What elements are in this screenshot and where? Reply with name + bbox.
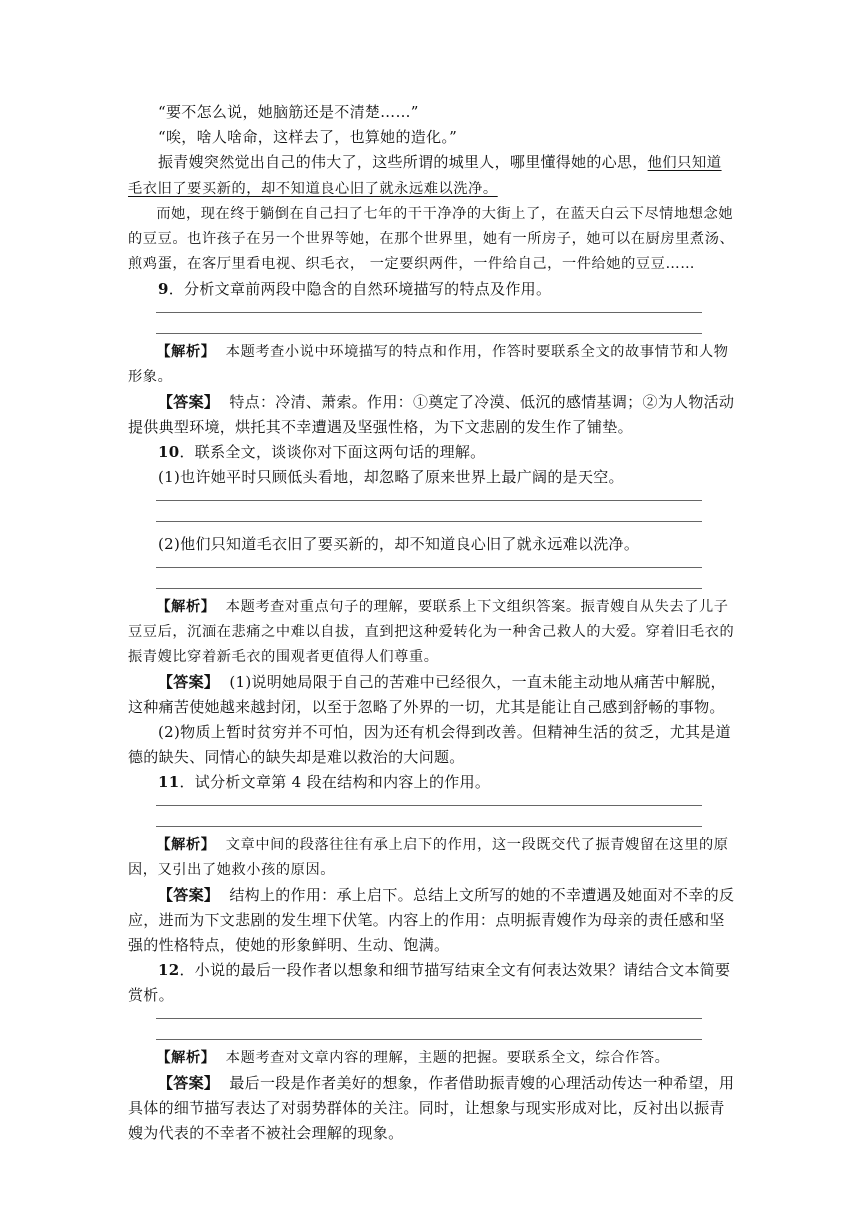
- answer-label: 【答案】: [158, 393, 220, 411]
- question-number: 11: [158, 773, 180, 791]
- analysis-text: 本题考查对重点句子的理解，要联系上下文组织答案。振青嫂自从失去了儿子豆豆后，沉湎在悲痛之中难以自拔，直到把这种爱转化为一种舍己救人的大爱。穿着旧毛衣的振青嫂比穿着新毛衣的围观者更值得人们尊重。: [128, 599, 735, 665]
- answer-line: [156, 567, 702, 568]
- question-9: [128, 277, 736, 302]
- sub-question-2: (2)他们只知道毛衣旧了要买新的，却不知道良心旧了就永远难以洗净。: [158, 535, 640, 553]
- answer-paragraph: [128, 883, 736, 958]
- analysis-label: 【解析】: [156, 344, 216, 360]
- answer-line: [156, 521, 702, 522]
- answer-text: 最后一段是作者美好的想象，作者借助振青嫂的心理活动传达一种希望，用具体的细节描写表达了对弱势群体的关注。同时，让想象与现实形成对比，反衬出以振青嫂为代表的不幸者不被社会理解的现象。: [128, 1074, 735, 1142]
- passage-paragraph: 而她，现在终于躺倒在自己扫了七年的干干净净的大街上了，在蓝天白云下尽情地想念她的豆豆。也许孩子在另一个世界等她，在那个世界里，她有一所房子，她可以在厨房里煮汤、煎鸡蛋，在客厅里看电视、织毛衣， 一定要织两件，一件给自己，一件给她的豆豆……: [128, 206, 735, 272]
- analysis-text: 文章中间的段落往往有承上启下的作用，这一段既交代了振青嫂留在这里的原因，又引出了她救小孩的原因。: [128, 837, 729, 878]
- analysis-text: 本题考查小说中环境描写的特点和作用，作答时要联系全文的故事情节和人物形象。: [128, 344, 729, 385]
- answer-label: 【答案】: [158, 886, 220, 904]
- answer-text: (1)说明她局限于自己的苦难中已经很久，一直未能主动地从痛苦中解脱，这种痛苦使她越来越封闭，以至于忽略了外界的一切，尤其是能让自己感到舒畅的事物。: [128, 673, 726, 716]
- question-number: 10: [158, 443, 180, 461]
- question-text: ．分析文章前两段中隐含的自然环境描写的特点及作用。: [168, 280, 552, 298]
- answer-label: 【答案】: [158, 1074, 220, 1092]
- answer-line: [156, 500, 702, 501]
- passage-paragraph: “要不怎么说，她脑筋还是不清楚……”: [158, 103, 419, 121]
- answer-paragraph: [128, 670, 736, 720]
- analysis-label: 【解析】: [156, 599, 216, 615]
- question-text: ．小说的最后一段作者以想象和细节描写结束全文有何表达效果？请结合文本简要赏析。: [128, 961, 731, 1004]
- answer-line: [156, 312, 702, 313]
- answer-line: [156, 1018, 702, 1019]
- passage-text: 振青嫂突然觉出自己的伟大了，这些所谓的城里人，哪里懂得她的心思，: [158, 153, 648, 171]
- analysis-paragraph: [128, 1046, 736, 1071]
- answer-line: [156, 1039, 702, 1040]
- analysis-label: 【解析】: [156, 1050, 216, 1066]
- question-text: ．试分析文章第 4 段在结构和内容上的作用。: [179, 773, 491, 791]
- underlined-sentence: 他们只知道毛衣旧了要买新的，却不知道良心旧了就永远难以洗净。: [128, 155, 722, 197]
- answer-label: 【答案】: [158, 673, 220, 691]
- analysis-text: 本题考查对文章内容的理解，主题的把握。要联系全文，综合作答。: [225, 1050, 670, 1066]
- answer-lines: [128, 302, 736, 340]
- analysis-paragraph: [128, 340, 736, 390]
- answer-line: [156, 805, 702, 806]
- question-11: [128, 770, 736, 795]
- answer-paragraph: [128, 1071, 736, 1146]
- analysis-paragraph: [128, 833, 736, 883]
- question-12: [128, 958, 736, 1008]
- analysis-paragraph: [128, 595, 736, 670]
- answer-lines: [128, 557, 736, 595]
- answer-lines: [128, 1008, 736, 1046]
- answer-lines: [128, 490, 736, 528]
- answer-paragraph: (2)物质上暂时贫穷并不可怕，因为还有机会得到改善。但精神生活的贫乏，尤其是道德的缺失、同情心的缺失却是难以救治的大问题。: [128, 723, 731, 766]
- document-page: [128, 100, 736, 1146]
- answer-paragraph: [128, 390, 736, 440]
- answer-line: [156, 588, 702, 589]
- question-number: 9: [158, 280, 169, 298]
- sub-question-1: (1)也许她平时只顾低头看地，却忽略了原来世界上最广阔的是天空。: [158, 468, 624, 486]
- answer-lines: [128, 795, 736, 833]
- analysis-label: 【解析】: [156, 837, 216, 853]
- passage-paragraph: “唉，啥人啥命，这样去了，也算她的造化。”: [158, 128, 458, 146]
- question-10: [128, 440, 736, 465]
- answer-line: [156, 826, 702, 827]
- question-number: 12: [158, 961, 180, 979]
- answer-line: [156, 333, 702, 334]
- answer-text: 结构上的作用：承上启下。总结上文所写的她的不幸遭遇及她面对不幸的反应，进而为下文悲剧的发生埋下伏笔。内容上的作用：点明振青嫂作为母亲的责任感和坚强的性格特点，使她的形象鲜明、生动、饱满。: [128, 886, 735, 954]
- answer-text: 特点：冷清、萧索。作用：①奠定了冷漠、低沉的感情基调；②为人物活动提供典型环境，烘托其不幸遭遇及坚强性格，为下文悲剧的发生作了铺垫。: [128, 393, 735, 436]
- question-text: ．联系全文，谈谈你对下面这两句话的理解。: [179, 443, 486, 461]
- passage-paragraph: [128, 150, 736, 202]
